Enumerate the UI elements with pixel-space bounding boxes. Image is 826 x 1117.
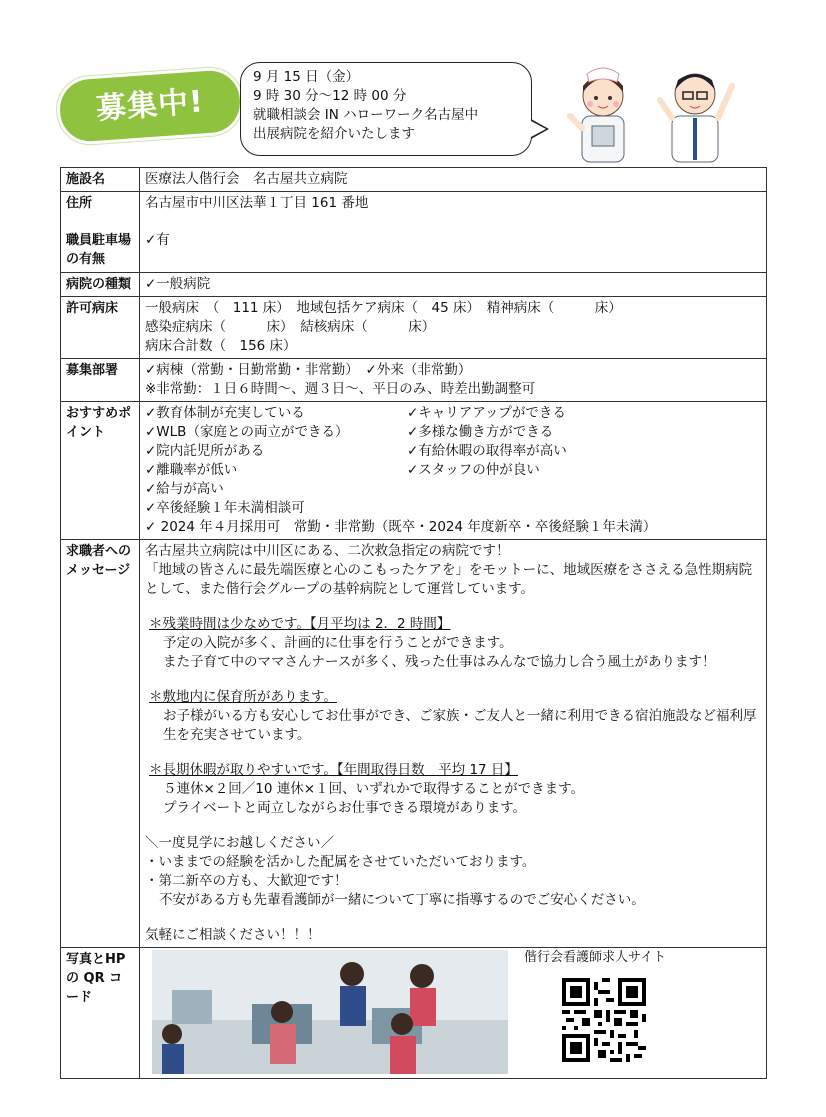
label-facility: 施設名 [61, 168, 140, 192]
value-address: 名古屋市中川区法華１丁目 161 番地 [145, 195, 369, 211]
beds-line: 一般病床 （ 111 床） 地域包括ケア病床（ 45 床） 精神病床（ 床） [145, 300, 622, 316]
message-bullet-sub: 不安がある方も先輩看護師が一緒について丁寧に指導するのでご安心ください。 [159, 892, 645, 908]
label-beds: 許可病床 [61, 297, 140, 359]
bubble-date: 9 月 15 日（金） [253, 69, 360, 85]
point-item: ✓WLB（家庭との両立ができる） [145, 424, 349, 440]
row-beds [61, 297, 767, 359]
point-item: ✓多様な働き方ができる [407, 424, 554, 440]
speech-bubble [240, 62, 532, 156]
label-type: 病院の種類 [61, 273, 140, 297]
hospital-staff-photo [152, 950, 508, 1074]
point-item: ✓キャリアアップができる [407, 405, 566, 421]
message-section-title: ＊長期休暇が取りやすいです。【年間取得日数 平均 17 日】 [149, 762, 518, 778]
point-item: ✓卒後経験１年未満相談可 [145, 500, 305, 516]
message-section-title: ＊敷地内に保育所があります。 [149, 689, 337, 705]
point-item-full: ✓ 2024 年４月採用可 常勤・非常勤（既卒・2024 年度新卒・卒後経験１年未満） [145, 519, 657, 535]
label-message: 求職者へのメッセージ [61, 540, 140, 948]
dept-line: ✓病棟（常勤・日勤常勤・非常勤） ✓外来（非常勤） [145, 362, 472, 378]
row-points [61, 402, 767, 540]
message-line: お子様がいる方も安心してお仕事ができ、ご家族・ご友人と一緒に利用できる宿泊施設など福利厚生を充実させています。 [163, 708, 757, 743]
message-bullet: ・いままでの経験を活かした配属をさせていただいております。 [145, 854, 536, 870]
bubble-event: 就職相談会 IN ハローワーク名古屋中 [253, 107, 479, 123]
point-item: ✓院内託児所がある [145, 443, 265, 459]
row-message [61, 540, 767, 948]
value-parking: ✓有 [145, 232, 170, 248]
point-item: ✓教育体制が充実している [145, 405, 305, 421]
point-item: ✓給与が高い [145, 481, 224, 497]
doctor-illustration [652, 56, 738, 164]
row-photo [61, 948, 767, 1079]
message-section-title: ＊残業時間は少なめです。【月平均は 2．2 時間】 [149, 616, 451, 632]
value-type: ✓一般病院 [140, 273, 767, 297]
row-facility [61, 168, 767, 192]
row-type [61, 273, 767, 297]
row-address [61, 192, 767, 273]
label-points: おすすめポイント [61, 402, 140, 540]
qr-title: 偕行会看護師求人サイト [523, 950, 667, 965]
message-intro: 「地域の皆さんに最先端医療と心のこもったケアを」をモットーに、地域医療をささえる急性期病院として、また偕行会グループの基幹病院として運営しています。 [145, 562, 753, 597]
message-closing: 気軽にご相談ください！！！ [145, 927, 321, 943]
point-item: ✓スタッフの仲が良い [407, 462, 540, 478]
value-facility: 医療法人偕行会 名古屋共立病院 [140, 168, 767, 192]
dept-line: ※非常勤：１日６時間〜、週３日〜、平日のみ、時差出勤調整可 [145, 381, 536, 397]
point-item: ✓有給休暇の取得率が高い [407, 443, 567, 459]
row-dept [61, 359, 767, 402]
message-line: プライベートと両立しながらお仕事できる環境があります。 [163, 800, 527, 816]
label-parking: 職員駐車場の有無 [66, 233, 132, 267]
beds-line: 病床合計数（ 156 床） [145, 338, 297, 354]
label-photo: 写真とHP の QR コード [61, 948, 140, 1079]
beds-line: 感染症病床（ 床） 結核病床（ 床） [145, 319, 436, 335]
label-address: 住所 [66, 196, 93, 211]
point-item: ✓離職率が低い [145, 462, 238, 478]
message-intro: 名古屋共立病院は中川区にある、二次救急指定の病院です！ [145, 543, 510, 559]
message-visit: ＼一度見学にお越しください／ [145, 835, 334, 851]
recruiting-badge [60, 75, 240, 137]
bubble-note: 出展病院を紹介いたします [253, 126, 415, 142]
badge-text: 募集中! [95, 84, 205, 127]
nurse-illustration [560, 56, 646, 164]
message-line: また子育て中のママさんナースが多く、残った仕事はみんなで協力し合う風土があります！ [163, 654, 716, 670]
info-table [60, 167, 767, 1079]
message-line: 予定の入院が多く、計画的に仕事を行うことができます。 [163, 635, 513, 651]
label-dept: 募集部署 [61, 359, 140, 402]
message-line: ５連休×２回／10 連休×１回、いずれかで取得することができます。 [163, 781, 585, 797]
qr-code[interactable] [562, 978, 646, 1062]
message-bullet: ・第二新卒の方も、大歓迎です！ [145, 873, 348, 889]
bubble-time: 9 時 30 分〜12 時 00 分 [253, 88, 407, 104]
